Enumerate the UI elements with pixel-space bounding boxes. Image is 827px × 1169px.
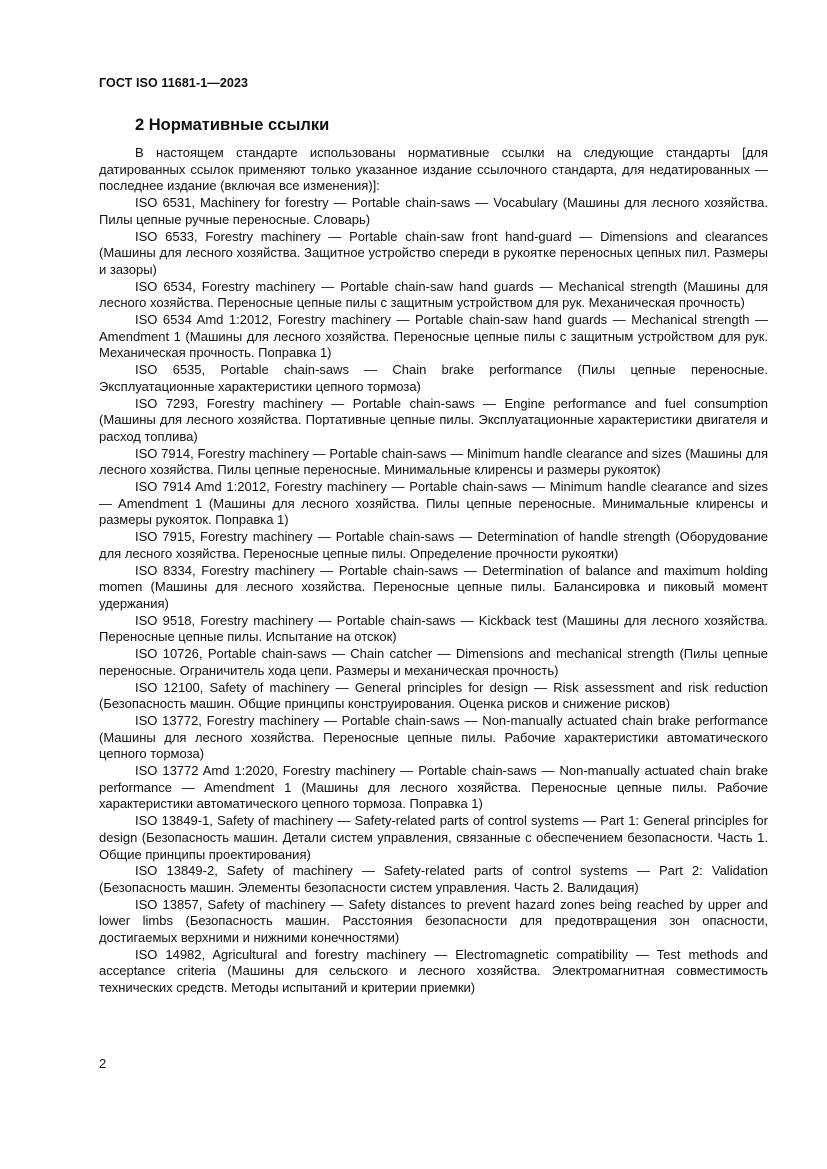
reference-item: ISO 8334, Forestry machinery — Portable chain-saws — Determination of balance and maximum holding momen (Машины для лесного хозяйства. Переносные цепные пилы. Балансировка и пиковый момент удержания) (99, 562, 768, 611)
page-number: 2 (99, 1056, 107, 1071)
reference-item: ISO 12100, Safety of machinery — General principles for design — Risk assessment and risk reduction (Безопасность машин. Общие принципы конструирования. Оценка рисков и снижение рисков) (99, 679, 768, 712)
reference-item: ISO 13857, Safety of machinery — Safety distances to prevent hazard zones being reached by upper and lower limbs (Безопасность машин. Расстояния безопасности для предотвращения зон опасности, достигаемых верхними и нижними конечностями) (99, 896, 768, 946)
reference-item: ISO 6535, Portable chain-saws — Chain brake performance (Пилы цепные переносные. Эксплуатационные характеристики цепного тормоза) (99, 362, 768, 394)
section-title: 2 Нормативные ссылки (135, 116, 330, 134)
reference-item: ISO 6533, Forestry machinery — Portable chain-saw front hand-guard — Dimensions and clearances (Машины для лесного хозяйства. Защитное устройство спереди в рукоятке переносных цепных пил. Размеры и зазоры) (99, 228, 768, 277)
reference-item: ISO 13849-2, Safety of machinery — Safety-related parts of control systems — Part 2: Validation (Безопасность машин. Элементы безопасности систем управления. Часть 2. Валидация) (99, 863, 768, 895)
reference-item: ISO 7293, Forestry machinery — Portable chain-saws — Engine performance and fuel consumption (Машины для лесного хозяйства. Портативные цепные пилы. Эксплуатационные характеристики двигателя и расход топлива) (99, 395, 768, 444)
reference-item: ISO 6531, Machinery for forestry — Portable chain-saws — Vocabulary (Машины для лесного хозяйства. Пилы цепные ручные переносные. Словарь) (99, 195, 768, 227)
section-body (99, 145, 768, 997)
reference-item: ISO 10726, Portable chain-saws — Chain catcher — Dimensions and mechanical strength (Пилы цепные переносные. Ограничитель хода цепи. Размеры и механическая прочность) (99, 646, 768, 678)
reference-item: ISO 14982, Agricultural and forestry machinery — Electromagnetic compatibility — Test methods and acceptance criteria (Машины для сельского и лесного хозяйства. Электромагнитная совместимость технических средств. Методы испытаний и критерии приемки) (99, 946, 768, 996)
document-header: ГОСТ ISO 11681-1—2023 (99, 76, 249, 90)
reference-item: ISO 9518, Forestry machinery — Portable chain-saws — Kickback test (Машины для лесного хозяйства. Переносные цепные пилы. Испытание на отскок) (99, 612, 768, 645)
reference-item: ISO 7914 Amd 1:2012, Forestry machinery — Portable chain-saws — Minimum handle clearance and sizes — Amendment 1 (Машины для лесного хозяйства. Пилы цепные переносные. Минимальные клиренсы и размеры рукояток. Поправка 1) (99, 479, 768, 528)
section-intro: В настоящем стандарте использованы нормативные ссылки на следующие стандарты [для датированных ссылок применяют только указанное издание ссылочного стандарта, для недатированных — последнее издание (включая все изменения)]: (99, 145, 768, 194)
reference-item: ISO 13772 Amd 1:2020, Forestry machinery — Portable chain-saws — Non-manually actuated chain brake performance — Amendment 1 (Машины для лесного хозяйства. Переносные цепные пилы. Рабочие характеристики автоматического цепного тормоза. Поправка 1) (99, 763, 768, 812)
reference-item: ISO 13849-1, Safety of machinery — Safety-related parts of control systems — Part 1: General principles for design (Безопасность машин. Детали систем управления, связанные с обеспечением безопасности. Часть 1. Общие принципы проектирования) (99, 813, 768, 862)
reference-item: ISO 6534 Amd 1:2012, Forestry machinery — Portable chain-saw hand guards — Mechanical strength — Amendment 1 (Машины для лесного хозяйства. Переносные цепные пилы с защитным устройством для рук. Механическая прочность. Поправка 1) (99, 312, 768, 361)
reference-item: ISO 7915, Forestry machinery — Portable chain-saws — Determination of handle strength (Оборудование для лесного хозяйства. Переносные цепные пилы. Определение прочности рукоятки) (99, 529, 768, 561)
reference-item: ISO 7914, Forestry machinery — Portable chain-saws — Minimum handle clearance and sizes (Машины для лесного хозяйства. Пилы цепные переносные. Минимальные клиренсы и размеры рукояток) (99, 445, 768, 478)
reference-item: ISO 6534, Forestry machinery — Portable chain-saw hand guards — Mechanical strength (Машины для лесного хозяйства. Переносные цепные пилы с защитным устройством для рук. Механическая прочность) (99, 278, 768, 311)
reference-item: ISO 13772, Forestry machinery — Portable chain-saws — Non-manually actuated chain brake performance (Машины для лесного хозяйства. Переносные цепные пилы. Рабочие характеристики автоматического цепного тормоза) (99, 712, 768, 762)
